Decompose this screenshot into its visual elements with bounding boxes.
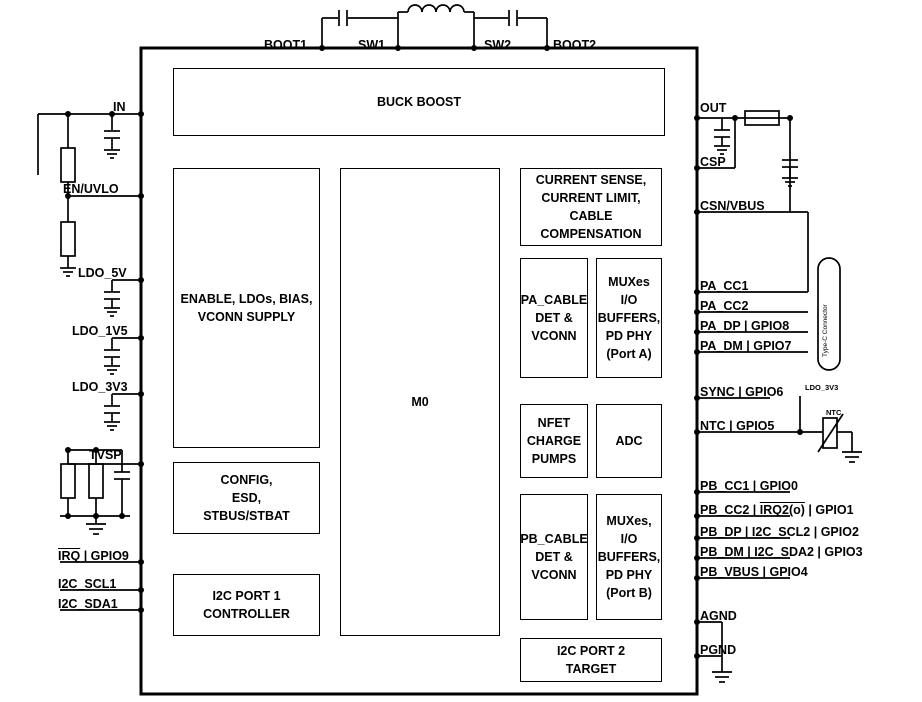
- block-enable-ldos[interactable]: [173, 168, 320, 448]
- pin-label-en-uvlo: EN/UVLO: [63, 182, 119, 196]
- pin-label-in: IN: [113, 100, 126, 114]
- pin-label-boot1: BOOT1: [264, 38, 308, 52]
- block-buck-boost[interactable]: [173, 68, 665, 136]
- pin-label-out: OUT: [700, 101, 727, 115]
- pin-label-i2c-sda1: I2C_SDA1: [58, 597, 118, 611]
- block-nfet-charge-pumps[interactable]: [520, 404, 588, 478]
- block-label: ENABLE, LDOs, BIAS, VCONN SUPPLY: [180, 291, 313, 324]
- block-muxes-port-a[interactable]: [596, 258, 662, 378]
- overline-text: IRQ2(o): [759, 503, 805, 517]
- pin-label-irq-gpio9: $\overline{IRQ}$ | GPIO9: [58, 549, 129, 563]
- pin-label-pa-cc2: PA_CC2: [700, 299, 749, 313]
- block-label: CONFIG, ESD, STBUS/STBAT: [203, 472, 290, 524]
- pin-label-agnd: AGND: [700, 609, 737, 623]
- block-pb-cable-det[interactable]: [520, 494, 588, 620]
- block-label: I2C PORT 2 TARGET: [556, 643, 626, 676]
- pin-label-sw1: SW1: [358, 38, 386, 52]
- pin-label-ldo-5v: LDO_5V: [78, 266, 127, 280]
- pin-label-i2c-scl1: I2C_SCL1: [58, 577, 117, 591]
- pin-label-csp: CSP: [700, 155, 726, 169]
- annotation-ntc: NTC: [826, 408, 842, 417]
- block-current-sense[interactable]: [520, 168, 662, 246]
- pin-label-sync: SYNC | GPIO6: [700, 385, 784, 399]
- block-label: CURRENT SENSE, CURRENT LIMIT, CABLE COMPENSATION: [535, 172, 647, 242]
- block-m0[interactable]: [340, 168, 500, 636]
- block-i2c-port1-controller[interactable]: [173, 574, 320, 636]
- block-label: PA_CABLE DET & VCONN: [520, 292, 588, 344]
- pin-label-tvsp: TVSP: [89, 448, 122, 462]
- pin-label-pb-cc2: PB_CC2 | IRQ2(o) | GPIO1: [700, 503, 854, 517]
- block-label: MUXes, I/O BUFFERS, PD PHY (Port B): [597, 513, 661, 601]
- annotation-ldo-3v3: LDO_3V3: [805, 383, 839, 392]
- block-label: PB_CABLE DET & VCONN: [520, 531, 588, 583]
- block-label: M0: [411, 394, 429, 409]
- block-pa-cable-det[interactable]: [520, 258, 588, 378]
- pin-label-pa-dp: PA_DP | GPIO8: [700, 319, 790, 333]
- pin-label-ldo-3v3: LDO_3V3: [72, 380, 128, 394]
- pin-label-ntc: NTC | GPIO5: [700, 419, 775, 433]
- pin-label-pb-dm: PB_DM | I2C_SDA2 | GPIO3: [700, 545, 863, 559]
- block-label: BUCK BOOST: [376, 94, 462, 109]
- pin-label-pb-dp: PB_DP | I2C_SCL2 | GPIO2: [700, 525, 859, 539]
- pin-label-pa-dm: PA_DM | GPIO7: [700, 339, 792, 353]
- overline-text: $\overline{IRQ}$: [58, 549, 81, 563]
- pin-label-pb-vbus: PB_VBUS | GPIO4: [700, 565, 808, 579]
- block-label: ADC: [615, 433, 643, 448]
- block-i2c-port2-target[interactable]: [520, 638, 662, 682]
- pin-label-ldo-1v5: LDO_1V5: [72, 324, 128, 338]
- pin-label-pa-cc1: PA_CC1: [700, 279, 749, 293]
- block-label: I2C PORT 1 CONTROLLER: [203, 588, 290, 621]
- pin-label-csn-vbus: CSN/VBUS: [700, 199, 765, 213]
- block-label: MUXes I/O BUFFERS, PD PHY (Port A): [597, 274, 661, 362]
- block-muxes-port-b[interactable]: [596, 494, 662, 620]
- pin-label-boot2: BOOT2: [553, 38, 597, 52]
- block-adc[interactable]: [596, 404, 662, 478]
- block-config-esd[interactable]: [173, 462, 320, 534]
- pin-label-pgnd: PGND: [700, 643, 737, 657]
- annotation-type-c-connector: Type-C Connector: [822, 304, 829, 357]
- pin-label-pb-cc1: PB_CC1 | GPIO0: [700, 479, 798, 493]
- pin-label-sw2: SW2: [484, 38, 512, 52]
- block-label: NFET CHARGE PUMPS: [526, 415, 582, 467]
